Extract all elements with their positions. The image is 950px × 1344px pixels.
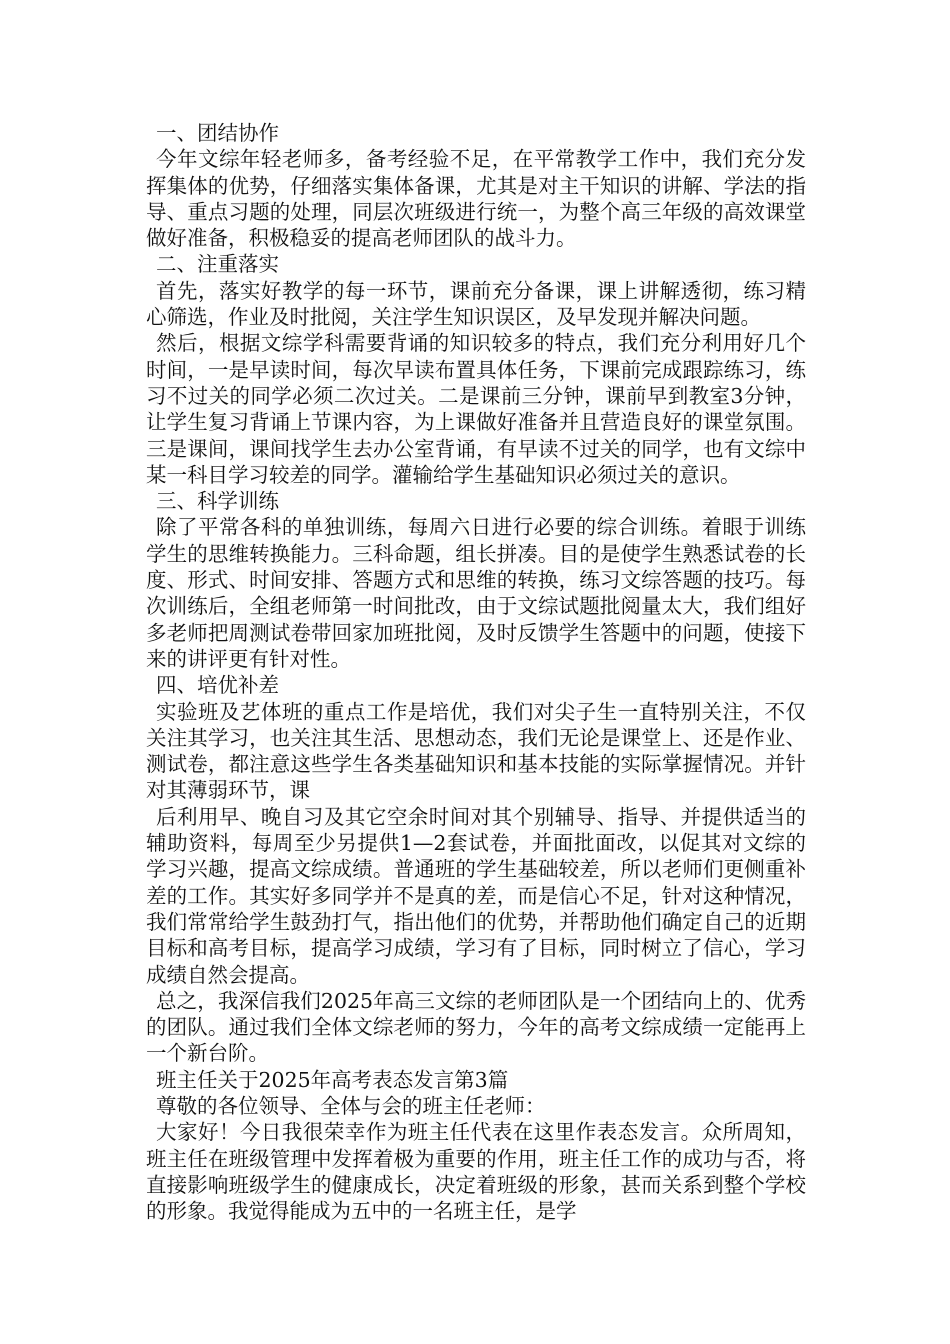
salutation: 尊敬的各位领导、全体与会的班主任老师： [156, 1093, 546, 1118]
paragraph-first: 首先，落实好教学的每一环节，课前充分备课，课上讲解透彻，练习精心筛选，作业及时批阅，关注学生知识误区，及早发现并解决问题。 [146, 278, 806, 330]
paragraph-training: 除了平常各科的单独训练，每周六日进行必要的综合训练。着眼于训练学生的思维转换能力。三科命题，组长拼凑。目的是使学生熟悉试卷的长度、形式、时间安排、答题方式和思维的转换，练习文综答题的技巧。每次训练后，全组老师第一时间批改，由于文综试题批阅量太大，我们组好多老师把周测试卷带回家加班批阅，及时反馈学生答题中的问题，使接下来的讲评更有针对性。 [146, 515, 806, 671]
paragraph-greeting: 大家好！今日我很荣幸作为班主任代表在这里作表态发言。众所周知，班主任在班级管理中发挥着极为重要的作用，班主任工作的成功与否，将直接影响班级学生的健康成长，决定着班级的形象，甚而关系到整个学校的形象。我觉得能成为五中的一名班主任，是学 [146, 1120, 806, 1224]
section-heading-implementation: 二、注重落实 [156, 252, 279, 277]
section-heading-unity: 一、团结协作 [156, 121, 279, 145]
section-heading-excellence: 四、培优补差 [156, 673, 279, 698]
document-body [146, 120, 806, 1224]
section-heading-training: 三、科学训练 [156, 489, 279, 514]
article-title: 班主任关于2025年高考表态发言第3篇 [156, 1067, 509, 1092]
paragraph-excellence: 实验班及艺体班的重点工作是培优，我们对尖子生一直特别关注，不仅关注其学习，也关注其生活、思想动态，我们无论是课堂上、还是作业、测试卷，都注意这些学生各类基础知识和基本技能的实际掌握情况。并针对其薄弱环节，课 [146, 699, 806, 803]
paragraph-tutoring: 后利用早、晚自习及其它空余时间对其个别辅导、指导、并提供适当的辅助资料，每周至少另提供1—2套试卷，并面批面改，以促其对文综的学习兴趣，提高文综成绩。普通班的学生基础较差，所以老师们更侧重补差的工作。其实好多同学并不是真的差，而是信心不足，针对这种情况，我们常常给学生鼓劲打气，指出他们的优势，并帮助他们确定自己的近期目标和高考目标，提高学习成绩，学习有了目标，同时树立了信心，学习成绩自然会提高。 [146, 804, 806, 987]
paragraph-then: 然后，根据文综学科需要背诵的知识较多的特点，我们充分利用好几个时间，一是早读时间，每次早读布置具体任务，下课前完成跟踪练习，练习不过关的同学必须二次过关。二是课前三分钟，课前早到教室3分钟，让学生复习背诵上节课内容，为上课做好准备并且营造良好的课堂氛围。三是课间，课间找学生去办公室背诵，有早读不过关的同学，也有文综中某一科目学习较差的同学。灌输给学生基础知识必须过关的意识。 [146, 331, 806, 487]
paragraph-conclusion: 总之，我深信我们2025年高三文综的老师团队是一个团结向上的、优秀的团队。通过我们全体文综老师的努力，今年的高考文综成绩一定能再上一个新台阶。 [146, 988, 806, 1066]
paragraph-unity: 今年文综年轻老师多，备考经验不足，在平常教学工作中，我们充分发挥集体的优势，仔细落实集体备课，尤其是对主干知识的讲解、学法的指导、重点习题的处理，同层次班级进行统一，为整个高三年级的高效课堂做好准备，积极稳妥的提高老师团队的战斗力。 [146, 147, 806, 251]
